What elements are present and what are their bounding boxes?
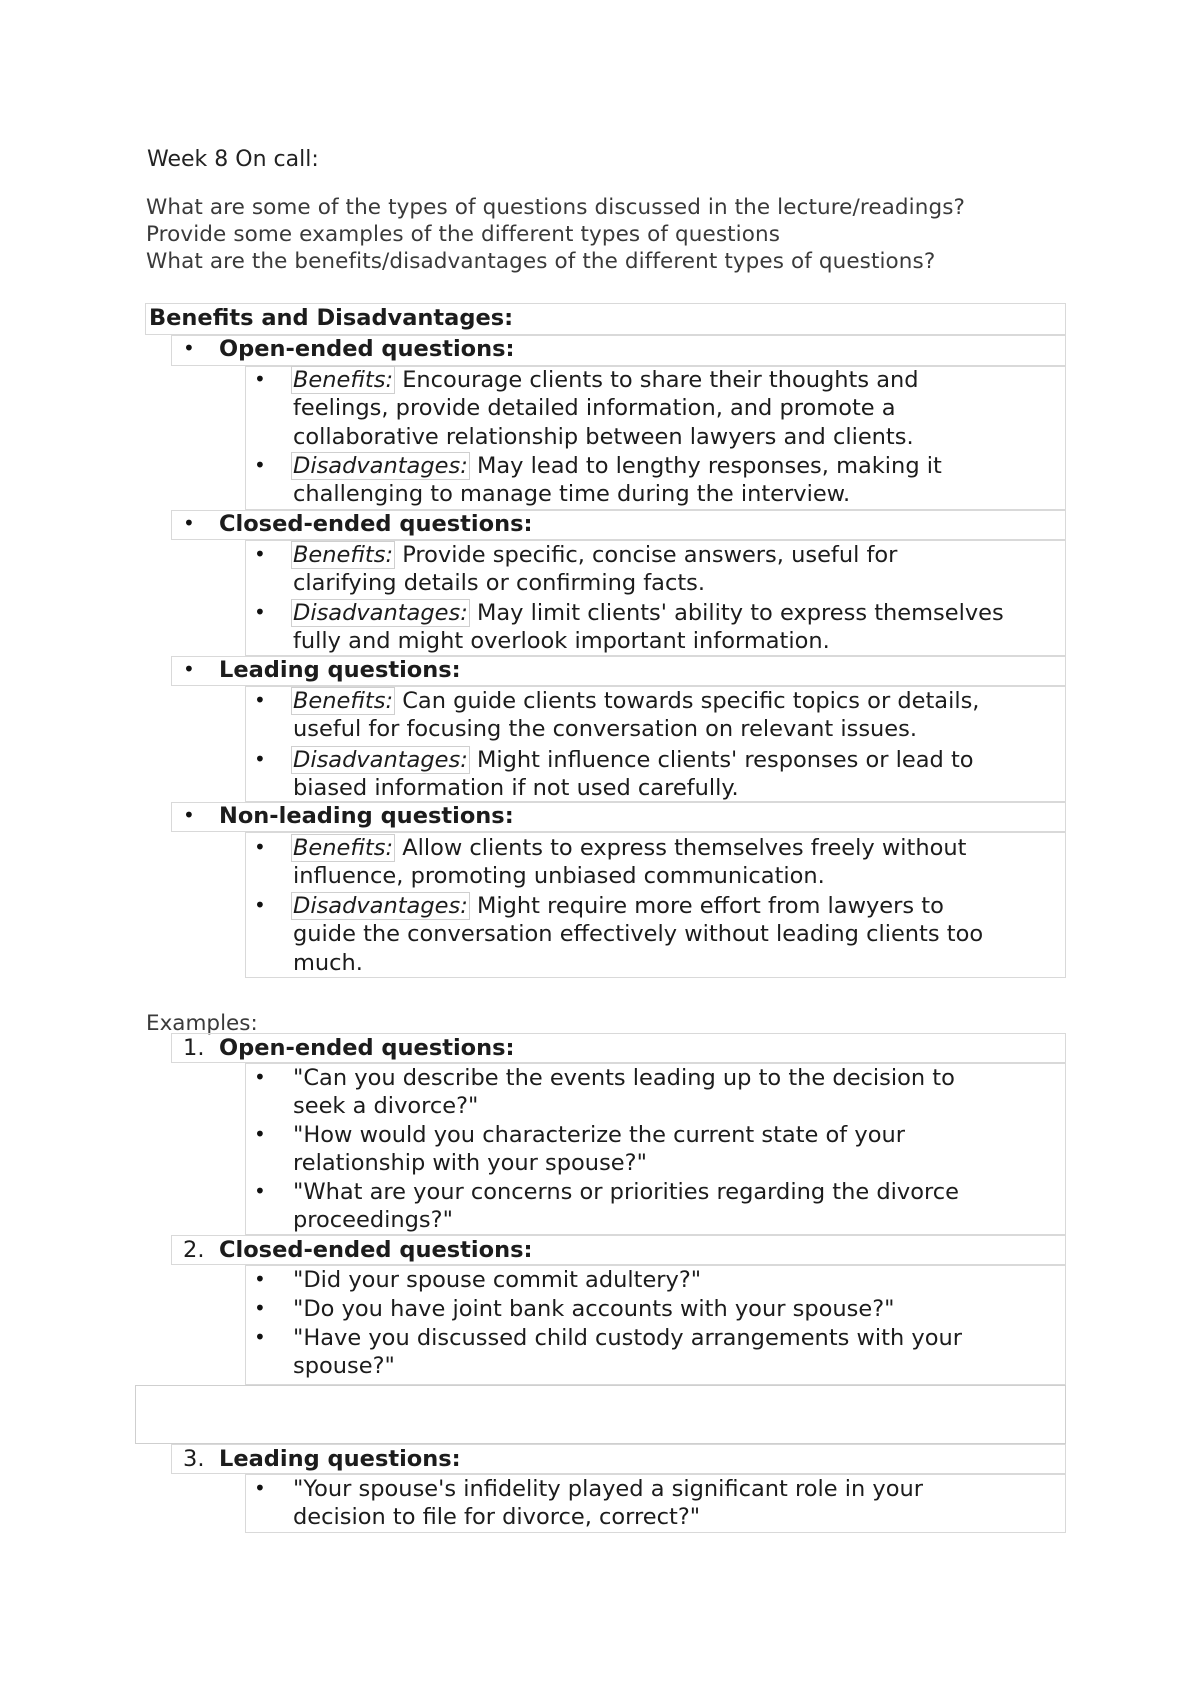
example-line: relationship with your spouse?" bbox=[293, 1150, 647, 1176]
bullet-icon: • bbox=[254, 688, 266, 712]
benefits-line: useful for focusing the conversation on relevant issues. bbox=[293, 716, 918, 742]
example-line: "How would you characterize the current state of your bbox=[293, 1122, 905, 1148]
page-title: Week 8 On call: bbox=[147, 147, 319, 172]
benefits-heading: Benefits and Disadvantages: bbox=[149, 305, 514, 331]
bullet-icon: • bbox=[254, 1476, 266, 1500]
example-type-leading: Leading questions: bbox=[219, 1446, 461, 1472]
example-line: spouse?" bbox=[293, 1353, 395, 1379]
example-line: "Your spouse's infidelity played a significant role in your bbox=[293, 1476, 923, 1502]
disadvantages-label: Disadvantages: bbox=[293, 600, 468, 626]
disadvantages-line: Disadvantages: May lead to lengthy responses, making it bbox=[293, 453, 942, 479]
bullet-icon: • bbox=[183, 336, 195, 360]
list-number: 2. bbox=[183, 1237, 205, 1263]
bullet-icon: • bbox=[254, 1179, 266, 1203]
bullet-icon: • bbox=[183, 803, 195, 827]
benefits-line: feelings, provide detailed information, and promote a bbox=[293, 395, 896, 421]
bullet-icon: • bbox=[254, 1065, 266, 1089]
disadvantages-line: Disadvantages: Might influence clients' responses or lead to bbox=[293, 747, 974, 773]
question-2: Provide some examples of the different types of questions bbox=[146, 222, 781, 247]
benefits-label: Benefits: bbox=[293, 367, 394, 393]
type-name-nonleading: Non-leading questions: bbox=[219, 803, 514, 829]
example-line: "What are your concerns or priorities regarding the divorce bbox=[293, 1179, 959, 1205]
bullet-icon: • bbox=[254, 1325, 266, 1349]
example-line: proceedings?" bbox=[293, 1207, 453, 1233]
benefits-line: influence, promoting unbiased communication. bbox=[293, 863, 825, 889]
benefits-label: Benefits: bbox=[293, 835, 394, 861]
disadvantages-label: Disadvantages: bbox=[293, 893, 468, 919]
benefits-line: clarifying details or confirming facts. bbox=[293, 570, 706, 596]
question-1: What are some of the types of questions discussed in the lecture/readings? bbox=[146, 195, 966, 220]
disadvantages-line: guide the conversation effectively without leading clients too bbox=[293, 921, 984, 947]
bullet-icon: • bbox=[254, 1296, 266, 1320]
example-line: "Can you describe the events leading up to the decision to bbox=[293, 1065, 955, 1091]
bullet-icon: • bbox=[183, 511, 195, 535]
bullet-icon: • bbox=[254, 542, 266, 566]
type-name-leading: Leading questions: bbox=[219, 657, 461, 683]
disadvantages-label: Disadvantages: bbox=[293, 747, 468, 773]
benefits-line: Benefits: Provide specific, concise answers, useful for bbox=[293, 542, 898, 568]
benefits-label: Benefits: bbox=[293, 542, 394, 568]
list-number: 3. bbox=[183, 1446, 205, 1472]
question-3: What are the benefits/disadvantages of the different types of questions? bbox=[146, 249, 936, 274]
bullet-icon: • bbox=[254, 600, 266, 624]
list-number: 1. bbox=[183, 1035, 205, 1061]
bullet-icon: • bbox=[254, 367, 266, 391]
examples-label: Examples: bbox=[146, 1011, 258, 1036]
benefits-line: Benefits: Allow clients to express themselves freely without bbox=[293, 835, 967, 861]
benefits-line: collaborative relationship between lawyers and clients. bbox=[293, 424, 914, 450]
disadvantages-line: biased information if not used carefully. bbox=[293, 775, 739, 801]
disadvantages-line: fully and might overlook important information. bbox=[293, 628, 830, 654]
bullet-icon: • bbox=[254, 835, 266, 859]
example-line: seek a divorce?" bbox=[293, 1093, 479, 1119]
disadvantages-line: Disadvantages: Might require more effort from lawyers to bbox=[293, 893, 944, 919]
bullet-icon: • bbox=[254, 453, 266, 477]
example-line: "Did your spouse commit adultery?" bbox=[293, 1267, 702, 1293]
type-name-open: Open-ended questions: bbox=[219, 336, 515, 362]
empty-cell bbox=[135, 1385, 1066, 1444]
disadvantages-line: much. bbox=[293, 950, 363, 976]
benefits-line: Benefits: Can guide clients towards specific topics or details, bbox=[293, 688, 980, 714]
bullet-icon: • bbox=[254, 893, 266, 917]
bullet-icon: • bbox=[183, 657, 195, 681]
disadvantages-label: Disadvantages: bbox=[293, 453, 468, 479]
example-line: "Have you discussed child custody arrangements with your bbox=[293, 1325, 962, 1351]
disadvantages-line: challenging to manage time during the interview. bbox=[293, 481, 851, 507]
example-type-open: Open-ended questions: bbox=[219, 1035, 515, 1061]
disadvantages-line: Disadvantages: May limit clients' ability to express themselves bbox=[293, 600, 1004, 626]
type-name-closed: Closed-ended questions: bbox=[219, 511, 533, 537]
example-type-closed: Closed-ended questions: bbox=[219, 1237, 533, 1263]
bullet-icon: • bbox=[254, 1122, 266, 1146]
benefits-line: Benefits: Encourage clients to share their thoughts and bbox=[293, 367, 919, 393]
example-line: decision to file for divorce, correct?" bbox=[293, 1504, 701, 1530]
benefits-label: Benefits: bbox=[293, 688, 394, 714]
example-line: "Do you have joint bank accounts with your spouse?" bbox=[293, 1296, 895, 1322]
bullet-icon: • bbox=[254, 1267, 266, 1291]
bullet-icon: • bbox=[254, 747, 266, 771]
